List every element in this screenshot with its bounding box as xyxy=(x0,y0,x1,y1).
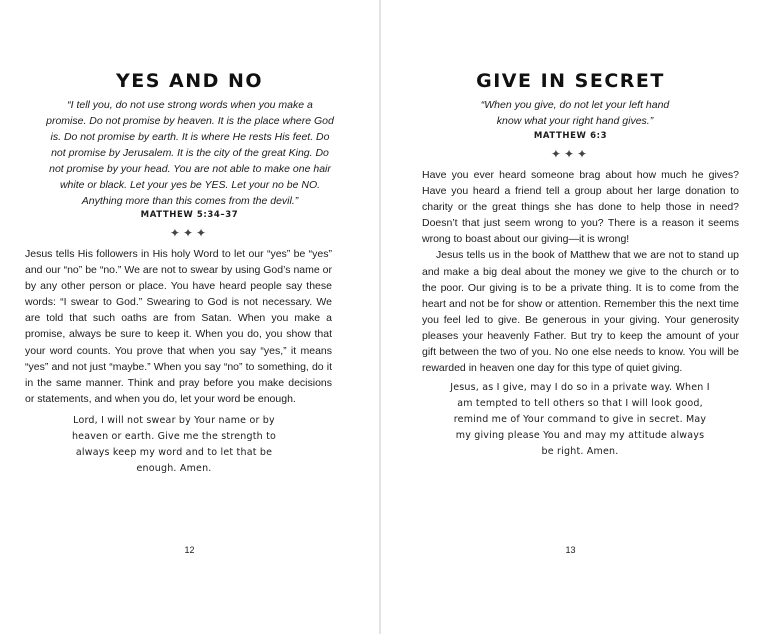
prayer: Lord, I will not swear by Your name or by heaven or earth. Give me the strength to always keep my word and to let that be enough. Amen. xyxy=(71,415,277,474)
scripture-verse: “When you give, do not let your left hand know what your right hand gives.” xyxy=(480,99,670,127)
scripture-reference: MATTHEW 6:3 xyxy=(533,131,608,141)
page-title: YES AND NO xyxy=(115,70,264,92)
left-page xyxy=(0,0,379,634)
page-number: 13 xyxy=(565,545,576,555)
page-title: GIVE IN SECRET xyxy=(476,70,665,92)
star-divider-icon: ✦✦✦ xyxy=(169,226,210,240)
body-paragraph: Have you ever heard someone brag about how much he gives? Have you heard a friend tell a group about her large donation to charity or the great things she has done to help those in need? Doesn’t that just seem wrong to you? There is a reason it seems wrong to boast about our giving—it is wrong! xyxy=(422,169,739,246)
body-paragraph: Jesus tells His followers in His holy Word to let our “yes” be “yes” and our “no” be “no.” We are not to swear by using God’s name or by any other person or place. You have heard people say these words: “I swear to God.” Swearing to God is not necessary. We are told that such oaths are from Satan. When you make a promise, always be sure to keep it. When you do, you show that your word counts. You prove that when you say “yes,” it means “yes” and not just “maybe.” When you say “no” to something, do it in the same manner. Think and pray before you make decisions or statements, and when you do, let your word be enough. xyxy=(25,248,332,405)
body-paragraph: Jesus tells us in the book of Matthew that we are not to stand up and make a big deal about the money we give to the church or to the poor. Our giving is to be a private thing. It is to come from the heart and not be for show or attention. Remember this the next time you feel led to give. Be generous in your giving. Your generosity pleases your heavenly Father. But try to keep the amount of your gift between the two of you. No one else needs to know. You will be rewarded in heaven one day for this type of quiet giving. xyxy=(422,249,739,375)
page-number: 12 xyxy=(184,545,195,555)
star-divider-icon: ✦✦✦ xyxy=(550,147,591,161)
prayer: Jesus, as I give, may I do so in a private way. When I am tempted to tell others so that I will look good, remind me of Your command to give in secret. May my giving please You and may my attitude always be right. Amen. xyxy=(450,382,710,457)
scripture-reference: MATTHEW 5:34–37 xyxy=(140,210,239,220)
devotional-text xyxy=(422,167,739,376)
devotional-text xyxy=(25,246,332,407)
right-page xyxy=(381,0,760,634)
scripture-verse: “I tell you, do not use strong words when you make a promise. Do not promise by heaven. It is the place where God is. Do not promise by earth. It is where He rests His feet. Do not promise by Jerusalem. It is the city of the great King. Do not promise by your head. You are not able to make one hair white or black. Let your yes be YES. Let your no be NO. Anything more than this comes from the devil.” xyxy=(46,99,334,207)
